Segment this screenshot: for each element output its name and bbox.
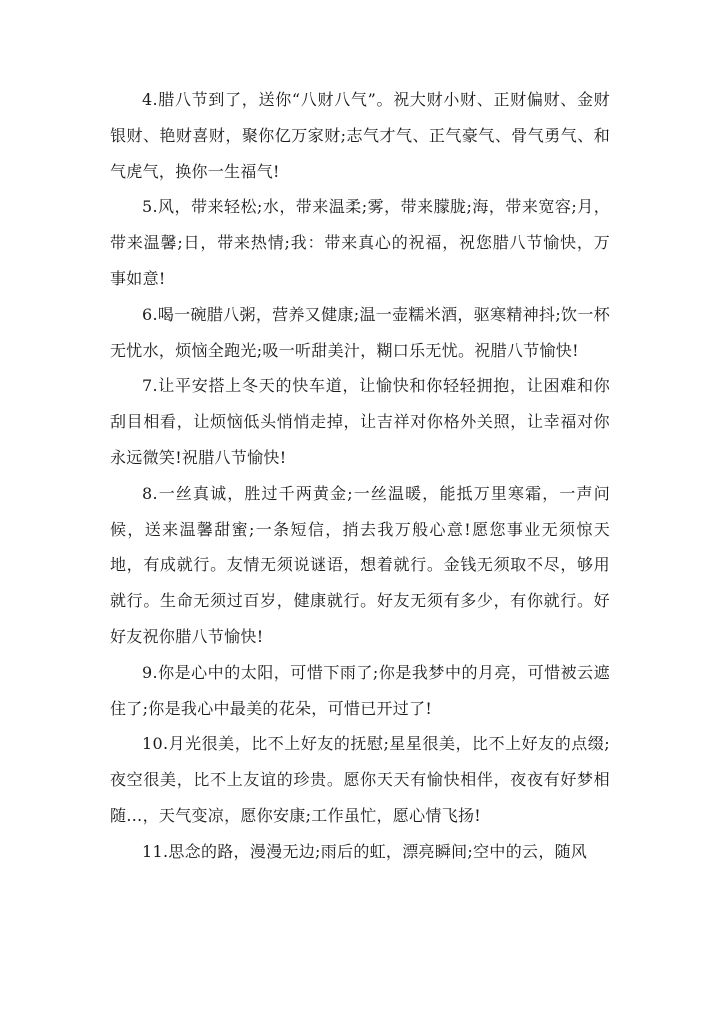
paragraph-5: 5.风，带来轻松;水，带来温柔;雾，带来朦胧;海，带来宽容;月，带来温馨;日，带来热情;我：带来真心的祝福，祝您腊八节愉快，万事如意! — [110, 197, 610, 288]
paragraph-11: 11.思念的路，漫漫无边;雨后的虹，漂亮瞬间;空中的云，随风 — [142, 841, 588, 861]
document-body — [110, 82, 610, 870]
paragraph-10: 10.月光很美，比不上好友的抚慰;星星很美，比不上好友的点缀;夜空很美，比不上友谊的珍贵。愿你天天有愉快相伴，夜夜有好梦相随…，天气变凉，愿你安康;工作虽忙，愿心情飞扬! — [110, 734, 610, 825]
paragraph-4: 4.腊八节到了，送你“八财八气”。祝大财小财、正财偏财、金财银财、艳财喜财，聚你亿万家财;志气才气、正气豪气、骨气勇气、和气虎气，换你一生福气! — [110, 90, 610, 181]
paragraph-8: 8.一丝真诚，胜过千两黄金;一丝温暖，能抵万里寒霜，一声问候，送来温馨甜蜜;一条短信，捎去我万般心意!愿您事业无须惊天地，有成就行。友情无须说谜语，想着就行。金钱无须取不尽，够用就行。生命无须过百岁，健康就行。好友无须有多少，有你就行。好好友祝你腊八节愉快! — [110, 483, 610, 646]
paragraph-6: 6.喝一碗腊八粥，营养又健康;温一壶糯米酒，驱寒精神抖;饮一杯无忧水，烦恼全跑光;吸一听甜美汁，糊口乐无忧。祝腊八节愉快! — [110, 304, 610, 360]
paragraph-9: 9.你是心中的太阳，可惜下雨了;你是我梦中的月亮，可惜被云遮住了;你是我心中最美的花朵，可惜已开过了! — [110, 662, 610, 718]
paragraph-7: 7.让平安搭上冬天的快车道，让愉快和你轻轻拥抱，让困难和你刮目相看，让烦恼低头悄悄走掉，让吉祥对你格外关照，让幸福对你永远微笑!祝腊八节愉快! — [110, 376, 610, 467]
